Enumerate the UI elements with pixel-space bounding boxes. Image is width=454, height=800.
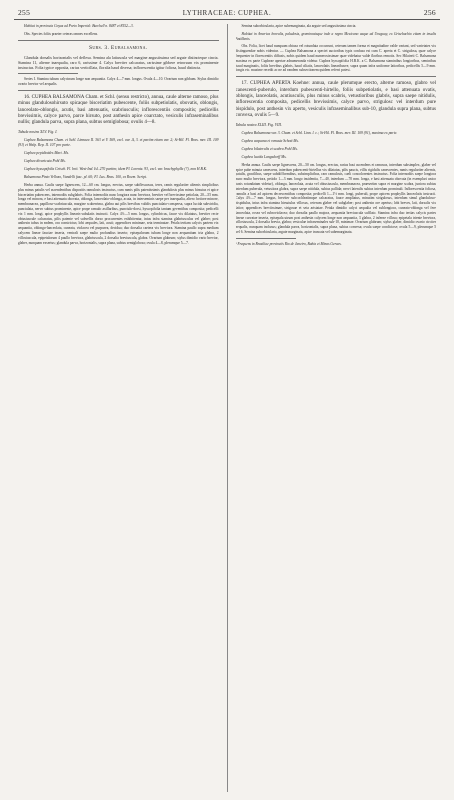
synonym: Cuphea divaricata Pohl Ms. <box>24 159 66 164</box>
footnote-rule <box>236 238 296 239</box>
section-rule <box>18 40 219 41</box>
observation: Obs. Folia, licet haud nunquam obtusa vel rotundata occurrunt, ceterum tamen forma et magnitudine valde variant, sed varietates vix distinguendae nobis videntur. — Cuphea Balsamona a speciei auctoribus typis confusa est cum C. aperta et C. strigulosa, quae calyce frequenter in florescentiis diffusis, nobis quidem haud numerosissimae quae videbatur valde floribus remotis. Sec Hilaireii C. Balsamona maxima ex parte Cupheae apertae adnumeranda videtur. Cuphea hyssopifolia H.B.K. a C. Balsamona staminibus longioribus, seminibus haud marginatis, foliis brevibus glabris, haud ciliatis, lanceolatis linearibusve, supra quam infra uniforme latioribus, pedicellis 5—9 mm. longis etc. maxime recedit ac ne ad eandem subsectionem quidem referri potest. <box>235 44 436 73</box>
synonym: Cuphea pepidioides Mart. Ms. <box>24 151 69 156</box>
synonym: Cuphea Balsamona var. 3. Cham. et Schl. Linn. l. c.; St-Hil. Fl. Bras. mer. III. 109 (91), maxima ex parte. <box>241 130 398 135</box>
habitat-note: Habitat in America borealis, paludosis, graminosisque inde a regno Mexicano usque ad Uruguay, ex Grisebachio etiam in insulis Antillanis. <box>235 31 436 41</box>
running-title: LYTHRACEAE: CUPHEA. <box>182 10 272 17</box>
synonym: Cuphea hyssopifolia Griseb. Fl. brit. West-Ind. Isl. 270 partim; idem Pl. Lorentz. 93, excl. var. brachyphylla (?), non H.B.K. <box>24 167 208 172</box>
habitat-note: Habitat in provincia Goyaz ad Porto Imperial: Burchell n. 8487 et 8552—3. <box>24 24 134 28</box>
observation: Obs. Species foliis praeter ceteras omnes excellens. <box>24 31 99 36</box>
synonym: Cuphea Balsamona Cham. et Schl. Linnaea II. 363 et V. 569, excl. var. Δ, 3. et partim etiam var. 2; St-Hil. Fl. Bras. mer. III. 109 (91) et Walp. Rep. II. 107 pro parte. <box>18 138 219 148</box>
section-rule <box>236 76 437 77</box>
species-16-diagnosis: 16. CUPHEA BALSAMONA Cham. et Schl. (sensu restricto), annua, caule alterne ramoso, plus minus glandulosohirsuto spicaque bisceriatim pubescente, foliis subpetiolatis, obovatis, oblongis, lanceolato-oblongis, acutis, basi attenuatis, scabriusculis; inflorescentiis compositis; pedicellis brevissimis, calyce parvo, parce hirsuto, post anthesin apice coarctato, vesiculis infraseminalibus nullis; glandula parva, supra plana, subtus semiglobosa; ovulis 4—8. <box>18 94 219 126</box>
plate-reference: Tabula nostra XLIII. Fig. VIII. <box>235 122 282 127</box>
series-description: Series I. Stamina tubum calycinum longe non aequantia. Calyx 4—7 mm. longus. Ovula 4—10. Ovarium non gibbum. Stylus dimidio ovario brevior vel aequalis. <box>18 77 219 86</box>
subsection-description: Glandula dorsalis horizontalis vel deflexa. Semina ala latiuscula vel margine angustissima sed argute distincteque cincta. Stamina 11, alterne inaequalia, raro 6, rarissime 4. Calyx breviter calcaratus, rarissime gibbere retrorsum vix prominente instructus. Folia typice opposita, rarius verticillata, floralia haud diversa; inflorescentia igitur foliosa, haud distincta. <box>18 54 219 70</box>
plate-reference: Tabula nostra XLV. Fig. I. <box>18 129 58 134</box>
running-header <box>14 8 440 17</box>
species-16-description: Herba annua. Caulis saepe lignescens, 12—60 cm. longus, erectus, saepe subflexuosus, teres, ramis regulariter alternis simplicibus plus minus patulis vel ascendentibus dispositis ramulosis instructus, cum ramis pilis patentissimis glandulosis plus minus hirsutus et apice bisceriatim pubescens, internodiis subglabris. Folia internodiis nunc longiora nunc breviora, breviter vel brevissime petiolata, 20—55 mm. longa vel minora, e basi attenuata obovata, oblonga, lanceolato-oblonga, acuta, in interseminis saepe per inaequalia, altero fortiore minore, membranacea, papilloso-scabriuscula, margine scaberrima, glabra aut pilis brevibus validis punctulato-conspersa, supra lucida subviridia, punctulata, nervo subtus prominente, apice prope ramulo axillaribus, punctulo-dorsi, hyssopifolia tantum geventibus composita; pedicelli vix 1 mm. longi, apice prophyllis linearis-subulatis instructi. Calyx 4½—5 mm. longus, cylindricus, fauce vix dilatatus, breviter recte obtusiuscule calcaratus, pilis patente vel subvellis dorso procurrentes exhibitentur, intus infra stamina glabriusculus vel glaber; post anthesin tubus in eadem, ora constrictus; lobi aequales, lati, acuti; appendices minimae, seta terminatae. Petala tertiam calycis partem vix aequantia, oblongo-lanceolata, cuneata, violacea vel purpurea, decidua; duo dorsalia caetera vix breviora. Stamina paullo supra medium calycem lineae fauciae inserta, ventrali saepe multo profundius inserto; episepalorum tubum longe non aequantium tria glabra, 2 villosiuscula, epipetalorum 4 paullo breviora, glabriuscula, 2 dorsalia breviuscula, glabra. Ovarium glabrum; stylus dimidio vario brevior, glaber, nunquam exsertus; glandula parva, horizontalis, supra plana, subtus semiglobosa; ovula 4—8, plerumque 5—7. <box>18 183 219 245</box>
footnote: ¹ Frequens in Brasiliae provinciis Rio de Janeiro, Bahia et Minas Geraes. <box>235 241 342 246</box>
subsection-heading: Subs. 3. Eubalsamona. <box>88 44 148 51</box>
species-17-description: Herba annua. Caulis saepe lignescens, 20—50 cm. longus, erectus, rarius basi ascendens et ramosus, interdum subsimplex, glaber vel apice pube minuta canescens, interdum pubescenti-hirtellus vix dilatatus, pilis paucis, villis rigidulis canescentes, ramis regulariter alternis, patulis, gracilibus, saepe subdiffformibus, subsimplicibus, raro ramulosis, caeli concolorentes instructus. Folia internodiis saepe longiora nunc multo breviora, petiolo 1—3 mm. longo insidentia, 7—40, interdum —70 mm. longa, e basi attenuata obovata (in exemplari unico basis rotundatam videtur), oblonga, lanceolata, acuta vel obtusiuscula, membranacea, praesertim supra et margine scabra, juniora subtus interdum puberula, vetustiora glabra, supra saepe nitidula, subtus pallida; nervi lateralis subtus interdum prominuli. Inflorescentia foliosa, ramulis a basi ad apicem decrescentibus composita; pedicelli 1—1½ mm. longi, puberuli, prope apicem prophyllis lanceolatis instructi. Calyx 4½—7 mm. longus, breviter subcochleatimque calcaratus, fauce ampliatus, minutim strigulosus, interdum simul glanduloso-hispidulus, intus infra stamina hirsutulus villosus, ceterum glaber vel subglaber; post anthesin ore apertus; lobi breves, lati, dorsalis vix latior; appendices breviissimae, strigosae et seta aristatae. Petala dimidio calyci aequalia vel sublongiora, cuneato-oblonga vel fere lanceolata, rosea vel rubroviolacea; duo dorsalia paullo majora, aequantia breviuscula sufflato. Stamina infra duo tertias calycis partes lineae curvatae inserta, episepala utrum post anthesin calycem longe non aequantia, 3 glabra, 2 inferne villosa; epipetala triente breviora, villosiuscula, 2 dorsalia brevia, glabra; vesiculae infraseminales sub-10, minimae. Ovarium glabrum; stylus glaber, dimidio ovario circiter aequalis, nunquam inclusus; glandula parva, horizontalis, supra plana, subtus convexa; ovula saepe condiciose; ovula 5—9, plerumque 5 vel 6. Semina suborbicularia, argute marginata, apice truncata vel subemarginata. <box>235 162 436 234</box>
two-column-body <box>18 24 436 792</box>
synonym: Cuphea lucida Langsdorff Ms. <box>241 154 287 159</box>
right-page-number: 256 <box>423 8 436 17</box>
seed-description: Semina suborbicularia, apice subemarginata, ala argute sed angustissima cincta. <box>241 24 357 28</box>
header-rule <box>14 19 440 20</box>
short-rule <box>18 73 78 74</box>
right-column <box>236 24 437 792</box>
column-divider <box>227 24 228 792</box>
left-column <box>18 24 219 792</box>
synonym: Cuphea aequana et venusta Schott Ms. <box>241 138 299 143</box>
synonym: Balsamona Pinto Vellozo, Vandelli fasc. pl. 60; Fl. Lus. Bras. 100, ex Roem. Script. <box>24 175 147 180</box>
section-rule <box>18 90 219 91</box>
species-17-diagnosis: 17. CUPHEA APERTA Koehne: annua, caule plerumque erecto, alterne ramoso, glabro vel canescenti-puberulo, interdum pubescenti-hirtello, foliis subpetiolatis, e basi attenuata ovatis, oblongis, lanceolatis, acutiusculis, plus minus scabris, vetustioribus glabris, supra saepe nitidulis, inflorescentia composita, pedicellis brevissimis, calyce parvo, strigulosc vel interdum pure bispidulo, post anthesin vix aperto, vesiculis infraseminalibus sub-10, glandula supra plana, subtus convexa, ovulis 5—9. <box>235 81 436 119</box>
synonym: Cuphea bilateralis et scabra Pohl Ms. <box>241 146 298 151</box>
left-page-number: 255 <box>18 8 31 17</box>
